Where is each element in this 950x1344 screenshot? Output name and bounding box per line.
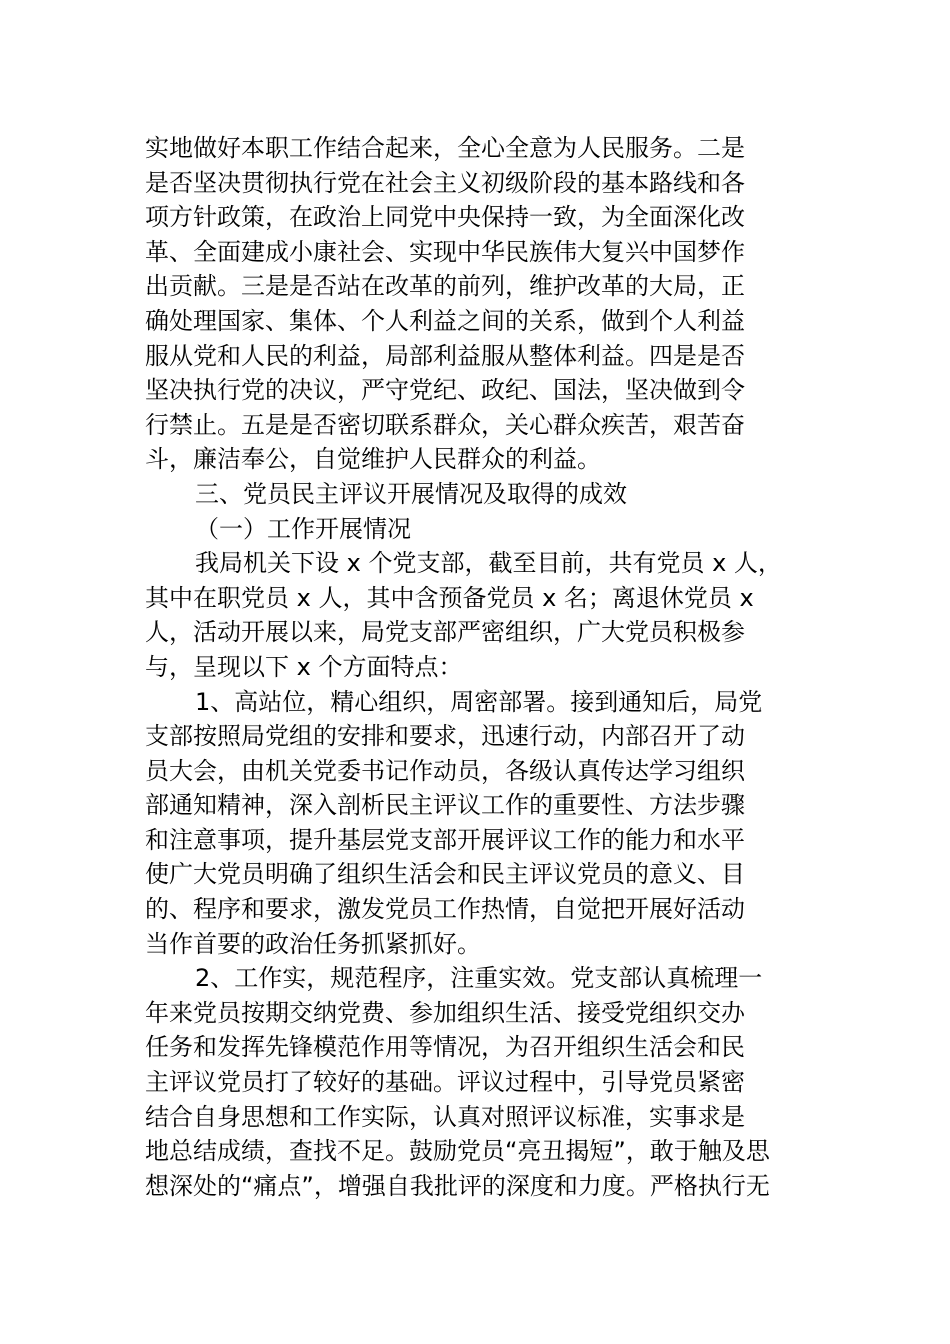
text-line: 当作首要的政治任务抓紧抓好。: [145, 929, 481, 958]
text-line: 的、程序和要求，激发党员工作热情，自觉把开展好活动: [145, 895, 745, 924]
text-line: 是否坚决贯彻执行党在社会主义初级阶段的基本路线和各: [145, 168, 745, 197]
subsection-heading: （一）工作开展情况: [195, 514, 411, 543]
text-line: 其中在职党员 x 人，其中含预备党员 x 名；离退休党员 x: [145, 583, 754, 612]
text-line: 想深处的“痛点”，增强自我批评的深度和力度。严格执行无: [145, 1171, 770, 1200]
text-line: 人，活动开展以来，局党支部严密组织，广大党员积极参: [145, 618, 745, 647]
text-line: 1、高站位，精心组织，周密部署。接到通知后，局党: [195, 687, 763, 716]
text-line: 斗，廉洁奉公，自觉维护人民群众的利益。: [145, 445, 601, 474]
text-line: 结合自身思想和工作实际，认真对照评议标准，实事求是: [145, 1102, 745, 1131]
text-line: 出贡献。三是是否站在改革的前列，维护改革的大局，正: [145, 272, 745, 301]
text-line: 坚决执行党的决议，严守党纪、政纪、国法，坚决做到令: [145, 376, 745, 405]
text-line: 任务和发挥先锋模范作用等情况，为召开组织生活会和民: [145, 1033, 745, 1062]
text-line: 员大会，由机关党委书记作动员，各级认真传达学习组织: [145, 756, 745, 785]
section-heading: 三、党员民主评议开展情况及取得的成效: [195, 479, 627, 508]
text-line: 年来党员按期交纳党费、参加组织生活、接受党组织交办: [145, 998, 745, 1027]
text-line: 支部按照局党组的安排和要求，迅速行动，内部召开了动: [145, 722, 745, 751]
text-line: 革、全面建成小康社会、实现中华民族伟大复兴中国梦作: [145, 237, 745, 266]
text-line: 确处理国家、集体、个人利益之间的关系，做到个人利益: [145, 306, 745, 335]
text-line: 我局机关下设 x 个党支部，截至目前，共有党员 x 人，: [195, 549, 782, 578]
text-line: 地总结成绩，查找不足。鼓励党员“亮丑揭短”，敢于触及思: [145, 1137, 770, 1166]
text-line: 项方针政策，在政治上同党中央保持一致，为全面深化改: [145, 203, 745, 232]
text-line: 2、工作实，规范程序，注重实效。党支部认真梳理一: [195, 964, 763, 993]
text-line: 和注意事项，提升基层党支部开展评议工作的能力和水平: [145, 825, 745, 854]
text-line: 行禁止。五是是否密切联系群众，关心群众疾苦，艰苦奋: [145, 410, 745, 439]
text-line: 部通知精神，深入剖析民主评议工作的重要性、方法步骤: [145, 791, 745, 820]
text-line: 实地做好本职工作结合起来，全心全意为人民服务。二是: [145, 134, 745, 162]
text-line: 服从党和人民的利益，局部利益服从整体利益。四是是否: [145, 341, 745, 370]
text-line: 主评议党员打了较好的基础。评议过程中，引导党员紧密: [145, 1068, 745, 1097]
document-body: [145, 131, 810, 1203]
text-line: 使广大党员明确了组织生活会和民主评议党员的意义、目: [145, 860, 745, 889]
text-line: 与，呈现以下 x 个方面特点：: [145, 652, 463, 681]
